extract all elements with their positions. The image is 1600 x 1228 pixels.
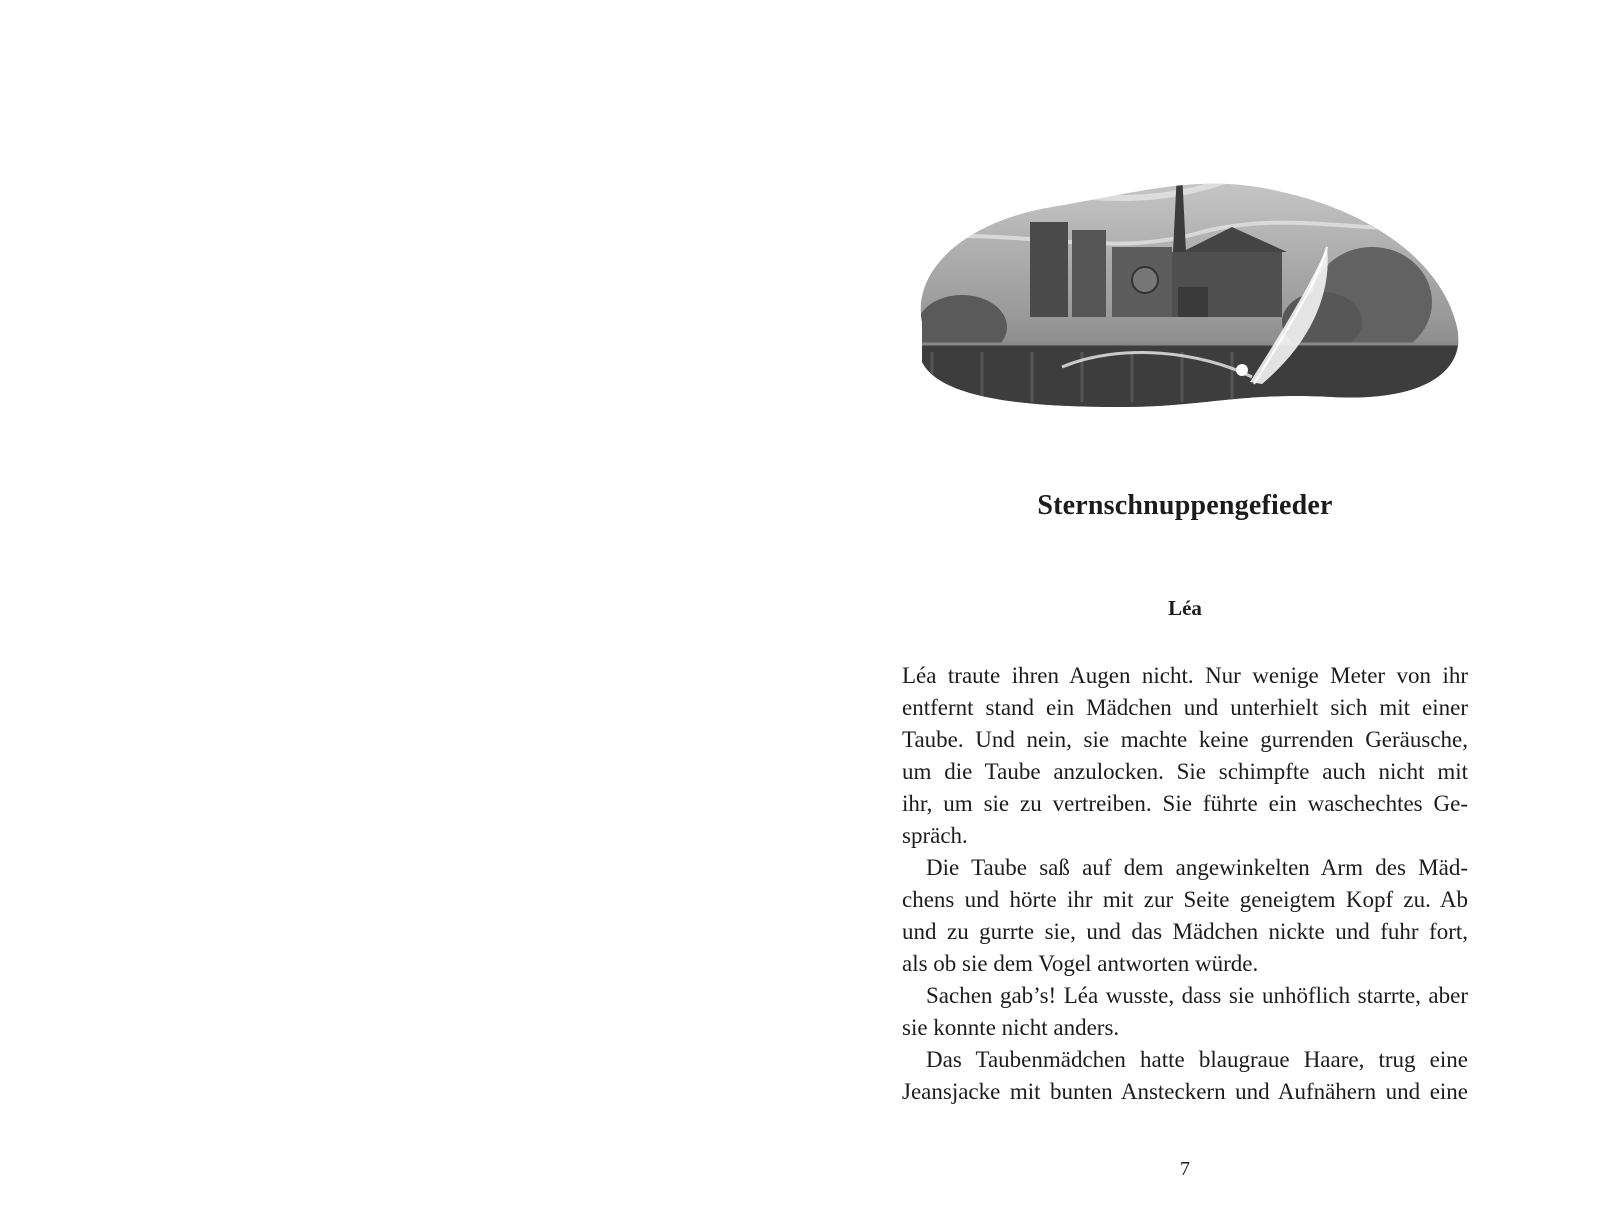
text-line: sie konnte nicht anders. <box>902 1015 1120 1040</box>
text-line: und zu gurrte sie, und das Mädchen nickte und fuhr fort, <box>902 919 1468 944</box>
text-line: entfernt stand ein Mädchen und unterhielt sich mit einer <box>902 695 1468 720</box>
text-line: spräch. <box>902 823 968 848</box>
chapter-title: Sternschnuppengefieder <box>1037 490 1333 521</box>
text-line: Das Taubenmädchen hatte blaugraue Haare, trug eine <box>926 1047 1468 1072</box>
text-line: Die Taube saß auf dem angewinkelten Arm des Mäd- <box>926 855 1468 880</box>
text-line: Taube. Und nein, sie machte keine gurrenden Geräusche, <box>902 727 1468 752</box>
text-line: Sachen gab’s! Léa wusste, dass sie unhöflich starrte, aber <box>926 983 1468 1008</box>
section-title: Léa <box>1168 596 1202 620</box>
cathedral-feather-image <box>902 152 1468 422</box>
text-line: als ob sie dem Vogel antworten würde. <box>902 951 1259 976</box>
text-line: um die Taube anzulocken. Sie schimpfte auch nicht mit <box>902 759 1468 784</box>
text-line: Jeansjacke mit bunten Ansteckern und Aufnähern und eine <box>902 1079 1468 1104</box>
text-line: ihr, um sie zu vertreiben. Sie führte ein waschechtes Ge- <box>902 791 1468 816</box>
text-line: Léa traute ihren Augen nicht. Nur wenige Meter von ihr <box>902 663 1468 688</box>
text-line: chens und hörte ihr mit zur Seite geneigtem Kopf zu. Ab <box>902 887 1468 912</box>
body-text <box>902 660 1468 1108</box>
page-number: 7 <box>1180 1158 1190 1180</box>
chapter-illustration <box>902 152 1468 422</box>
